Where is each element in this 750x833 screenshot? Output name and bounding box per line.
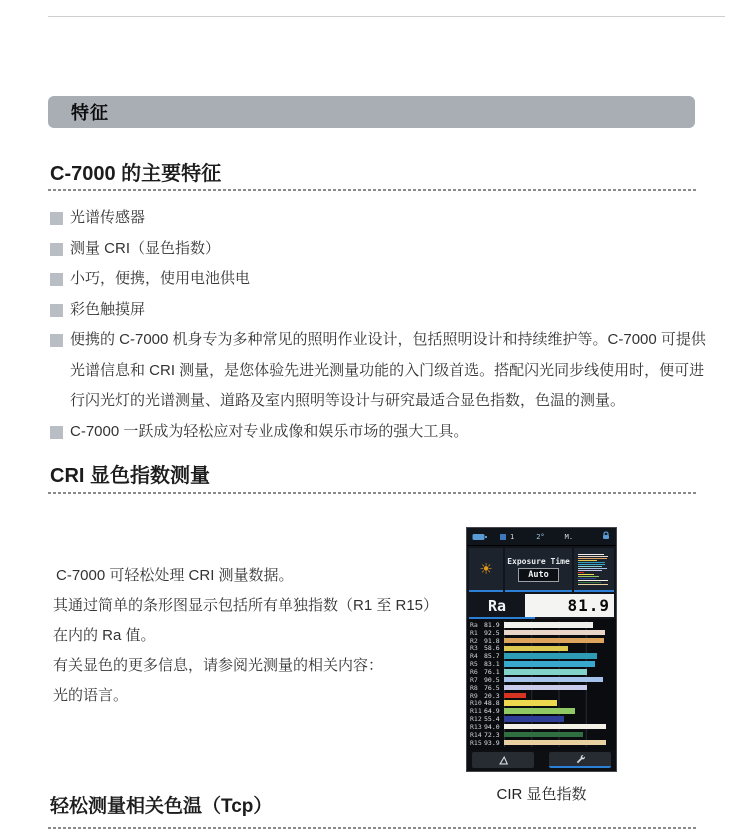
cri-row-category: R9: [470, 691, 478, 700]
cri-section-title: CRI 显色指数测量: [50, 465, 210, 487]
features-title-rule: [48, 189, 697, 191]
spectrum-stripe: [578, 572, 584, 573]
feature-item: [50, 234, 710, 265]
exposure-time-value: Auto: [518, 568, 558, 582]
tools-button: [549, 752, 611, 768]
cri-row-value: 55.4: [484, 715, 500, 724]
cri-row-value: 20.3: [484, 691, 500, 700]
device-screen-figure: [466, 527, 617, 772]
spectrum-stripe: [578, 576, 599, 577]
bullet-square-icon: [50, 304, 63, 317]
cri-row-track: [504, 645, 613, 653]
section-banner: [48, 96, 695, 128]
exposure-time-panel: [505, 548, 572, 592]
spectrum-stripe: [578, 578, 596, 579]
cri-row-category: Ra: [470, 620, 478, 629]
cri-row-value: 76.1: [484, 667, 500, 676]
cri-bar-row: [470, 629, 613, 637]
angle-readout: 2°: [536, 532, 545, 541]
features-list: [50, 203, 710, 447]
cri-row-bar: [504, 724, 606, 730]
screen-status-bar: [467, 528, 616, 546]
bullet-square-icon: [50, 243, 63, 256]
cri-row-track: [504, 652, 613, 660]
cri-bar-row: [470, 707, 613, 715]
cri-bar-row: [470, 676, 613, 684]
cri-paragraph-line: 光的语言。: [53, 687, 129, 704]
battery-icon: [472, 533, 488, 541]
feature-item-text: 彩色触摸屏: [70, 300, 146, 318]
cri-row-value: 94.0: [484, 722, 500, 731]
cri-row-track: [504, 668, 613, 676]
cri-bar-chart: [467, 619, 616, 750]
screen-footer: [467, 750, 616, 774]
delta-icon: [498, 755, 509, 766]
exposure-time-label: Exposure Time: [507, 556, 570, 566]
tcp-title-rule: [48, 827, 697, 829]
cri-row-category: R4: [470, 652, 478, 661]
features-title: C-7000 的主要特征: [50, 163, 222, 185]
memory-number: 1: [510, 532, 515, 541]
cri-row-bar: [504, 653, 597, 659]
spectrum-stripe: [578, 556, 608, 557]
cri-row-bar: [504, 630, 605, 636]
cri-bar-row: [470, 692, 613, 700]
cri-paragraph-line: 其通过简单的条形图显示包括所有单独指数（R1 至 R15）: [53, 597, 439, 614]
cri-row-bar: [504, 685, 587, 691]
cri-row-track: [504, 707, 613, 715]
cri-row-track: [504, 676, 613, 684]
bullet-square-icon: [50, 212, 63, 225]
feature-item: [50, 325, 710, 417]
cri-bar-rows: [470, 621, 613, 747]
cri-bar-row: [470, 652, 613, 660]
cri-row-value: 76.5: [484, 683, 500, 692]
cri-row-track: [504, 629, 613, 637]
feature-item-text: 测量 CRI（显色指数）: [70, 239, 221, 257]
cri-bar-row: [470, 699, 613, 707]
cri-row-bar: [504, 646, 568, 652]
ra-underline: [469, 617, 535, 619]
cri-paragraph-line: 在内的 Ra 值。: [53, 627, 156, 644]
cri-row-value: 92.5: [484, 628, 500, 637]
cri-row-value: 91.8: [484, 636, 500, 645]
feature-item-text: 光谱传感器: [70, 209, 146, 226]
cri-row-track: [504, 731, 613, 739]
figure-caption: CIR 显色指数: [496, 786, 587, 803]
cri-row-track: [504, 621, 613, 629]
bullet-square-icon: [50, 273, 63, 286]
feature-item: [50, 203, 710, 234]
spectrum-stripe: [578, 582, 601, 583]
lock-icon: [601, 531, 611, 542]
spectrum-thumbnail-bars: [578, 554, 610, 585]
cri-row-bar: [504, 700, 557, 706]
cri-row-value: 93.9: [484, 738, 500, 747]
cri-row-category: R11: [470, 707, 482, 716]
cri-row-value: 48.8: [484, 699, 500, 708]
cri-row-value: 58.6: [484, 644, 500, 653]
cri-row-track: [504, 692, 613, 700]
cri-paragraph: [53, 561, 458, 711]
feature-item-text: 小巧，便携，使用电池供电: [70, 270, 251, 287]
spectrum-stripe: [578, 562, 605, 563]
cri-row-track: [504, 660, 613, 668]
bullet-square-icon: [50, 334, 63, 347]
cri-row-track: [504, 715, 613, 723]
cri-row-category: R10: [470, 699, 482, 708]
cri-row-value: 83.1: [484, 660, 500, 669]
ra-label: Ra: [487, 596, 507, 615]
cri-row-category: R1: [470, 628, 478, 637]
ra-value: 81.9: [525, 594, 614, 617]
cri-row-bar: [504, 638, 604, 644]
cri-row-category: R2: [470, 636, 478, 645]
cri-row-track: [504, 723, 613, 731]
spectrum-stripe: [578, 566, 602, 567]
cri-row-category: R14: [470, 730, 482, 739]
compare-button: [472, 752, 534, 768]
cri-row-category: R15: [470, 738, 482, 747]
cri-bar-row: [470, 731, 613, 739]
cri-row-category: R13: [470, 722, 482, 731]
cri-row-value: 72.3: [484, 730, 500, 739]
cri-row-category: R7: [470, 675, 478, 684]
spectrum-stripe: [578, 554, 604, 555]
cri-row-bar: [504, 708, 575, 714]
cri-row-bar: [504, 732, 583, 738]
cri-bar-row: [470, 621, 613, 629]
cri-row-category: R6: [470, 667, 478, 676]
cri-row-value: 85.7: [484, 652, 500, 661]
cri-paragraph-line: C-7000 可轻松处理 CRI 测量数据。: [56, 567, 294, 584]
cri-row-bar: [504, 661, 595, 667]
cri-row-value: 64.9: [484, 707, 500, 716]
ra-readout-row: [467, 592, 616, 619]
top-divider: [48, 16, 725, 17]
cri-bar-row: [470, 684, 613, 692]
cri-row-track: [504, 739, 613, 747]
spectrum-stripe: [578, 568, 607, 569]
spectrum-stripe: [578, 580, 608, 581]
screen-control-row: [467, 546, 616, 592]
feature-item: [50, 295, 710, 326]
cri-row-category: R3: [470, 644, 478, 653]
cri-row-value: 81.9: [484, 620, 500, 629]
cri-row-track: [504, 637, 613, 645]
cri-row-bar: [504, 669, 587, 675]
cri-bar-row: [470, 660, 613, 668]
cri-row-bar: [504, 740, 606, 746]
cri-row-category: R12: [470, 715, 482, 724]
bullet-square-icon: [50, 426, 63, 439]
cri-bar-row: [470, 715, 613, 723]
tcp-section-title: 轻松测量相关色温（Tcp）: [50, 796, 273, 817]
cri-title-rule: [48, 492, 697, 494]
spectrum-stripe: [578, 560, 597, 561]
spectrum-stripe: [578, 558, 607, 559]
mode-readout: M.: [564, 532, 574, 541]
cri-bar-row: [470, 739, 613, 747]
cri-bar-row: [470, 637, 613, 645]
light-source-button: [469, 548, 503, 592]
spectrum-stripe: [578, 564, 605, 565]
cri-row-track: [504, 699, 613, 707]
cri-row-category: R5: [470, 660, 478, 669]
cri-paragraph-line: 有关显色的更多信息，请参阅光测量的相关内容：: [53, 657, 384, 674]
feature-item-text: C-7000 一跃成为轻松应对专业成像和娱乐市场的强大工具。: [70, 422, 469, 440]
cri-row-category: R8: [470, 683, 478, 692]
feature-item-text: 便携的 C-7000 机身专为多种常见的照明作业设计，包括照明设计和持续维护等。C-7000 可提供光谱信息和 CRI 测量，是您体验先进光测量功能的入门级首选。搭配闪光同步线使用时，便可进行闪光灯的光谱测量、道路及室内照明等设计与研究最适合显色指数，色温的测量。: [70, 331, 706, 409]
wrench-icon: [575, 754, 586, 765]
feature-item: [50, 264, 710, 295]
section-banner-label: 特征: [71, 103, 109, 123]
cri-bar-row: [470, 723, 613, 731]
cri-row-bar: [504, 716, 564, 722]
cri-row-bar: [504, 622, 593, 628]
feature-item: [50, 417, 710, 448]
cri-row-value: 90.5: [484, 675, 500, 684]
cri-bar-row: [470, 668, 613, 676]
spectrum-thumbnail: [574, 548, 614, 592]
sun-icon: ☀: [479, 560, 493, 578]
cri-row-bar: [504, 677, 603, 683]
cri-bar-row: [470, 645, 613, 653]
spectrum-stripe: [578, 574, 594, 575]
cri-row-bar: [504, 693, 526, 699]
spectrum-stripe: [578, 584, 608, 585]
spectrum-stripe: [578, 570, 602, 571]
memory-icon: [500, 534, 506, 540]
cri-row-track: [504, 684, 613, 692]
